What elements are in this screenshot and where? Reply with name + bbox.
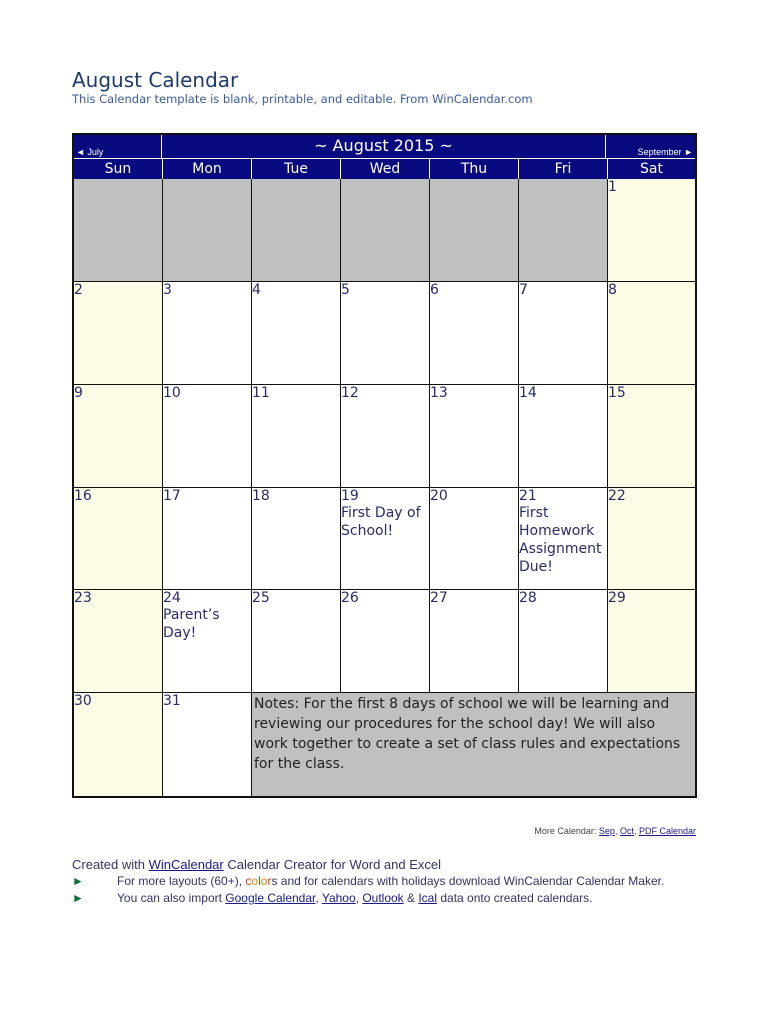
- day-cell[interactable]: [74, 282, 163, 385]
- day-number: 22: [608, 487, 626, 504]
- day-number: 7: [519, 281, 528, 298]
- day-cell[interactable]: [608, 282, 695, 385]
- ical-link[interactable]: Ical: [418, 891, 438, 905]
- link-sep[interactable]: Sep: [598, 826, 615, 836]
- empty-day-cell: [430, 179, 519, 282]
- day-cell[interactable]: [608, 179, 695, 282]
- day-number: 25: [252, 590, 270, 607]
- day-cell[interactable]: [608, 488, 695, 591]
- weekday-wed: Wed: [341, 159, 430, 179]
- day-number: 19: [341, 487, 359, 504]
- day-number: 23: [74, 590, 92, 607]
- day-cell[interactable]: [74, 693, 163, 796]
- day-cell[interactable]: [341, 488, 430, 591]
- day-number: 18: [252, 487, 270, 504]
- day-number: 29: [608, 590, 626, 607]
- day-number: 21: [519, 487, 537, 504]
- day-number: 26: [341, 590, 359, 607]
- day-cell[interactable]: [430, 590, 519, 693]
- day-cell[interactable]: [608, 590, 695, 693]
- day-cell[interactable]: [74, 488, 163, 591]
- day-cell[interactable]: [163, 590, 252, 693]
- more-calendar-label: More Calendar:: [534, 826, 599, 836]
- day-number: 20: [430, 487, 448, 504]
- bullet-2-suffix: data onto created calendars.: [437, 891, 593, 905]
- wincalendar-link[interactable]: WinCalendar: [148, 857, 224, 872]
- link-pdf-calendar[interactable]: PDF Calendar: [638, 826, 696, 836]
- calendar-header: [74, 135, 695, 179]
- day-number: 13: [430, 384, 448, 401]
- weekday-mon: Mon: [163, 159, 252, 179]
- day-cell[interactable]: [252, 282, 341, 385]
- bullet-2-prefix: You can also import: [117, 891, 226, 905]
- day-number: 14: [519, 384, 537, 401]
- day-cell[interactable]: [252, 590, 341, 693]
- more-calendar-links: More Calendar: Sep, Oct, PDF Calendar: [534, 826, 696, 836]
- notes-cell[interactable]: [252, 693, 695, 796]
- weekday-row: [74, 159, 695, 179]
- day-cell[interactable]: [163, 693, 252, 796]
- footer-bullet-2: ► You can also import Google Calendar, Yahoo, Outlook & Ical data onto created calendars.: [72, 891, 593, 905]
- bullet-1-text-b: and for calendars with holidays download WinCalendar Calendar Maker.: [277, 874, 665, 888]
- outlook-link[interactable]: Outlook: [362, 891, 404, 905]
- weekday-fri: Fri: [519, 159, 608, 179]
- day-number: 1: [608, 179, 617, 195]
- day-cell[interactable]: [430, 385, 519, 488]
- day-cell[interactable]: [74, 590, 163, 693]
- footer-bullet-1: [72, 873, 702, 890]
- day-cell[interactable]: [519, 488, 608, 591]
- colors-letter: l: [258, 874, 261, 888]
- day-cell[interactable]: [163, 282, 252, 385]
- day-number: 8: [608, 281, 617, 298]
- day-cell[interactable]: [519, 282, 608, 385]
- footer: [72, 856, 702, 907]
- empty-day-cell: [163, 179, 252, 282]
- empty-day-cell: [519, 179, 608, 282]
- triangle-right-icon: ►: [72, 874, 84, 888]
- calendar: [72, 133, 697, 798]
- day-number: 24: [163, 590, 181, 607]
- triangle-right-icon: ►: [72, 891, 84, 905]
- day-event: Parent’s Day!: [163, 607, 220, 642]
- day-number: 2: [74, 281, 83, 298]
- calendar-grid: [74, 179, 695, 796]
- day-cell[interactable]: [341, 282, 430, 385]
- empty-day-cell: [74, 179, 163, 282]
- created-prefix: Created with: [72, 857, 149, 872]
- day-event: First Homework Assignment Due!: [519, 504, 602, 575]
- day-cell[interactable]: [430, 282, 519, 385]
- weekday-sat: Sat: [640, 161, 663, 177]
- weekday-thu: Thu: [430, 159, 519, 179]
- day-number: 16: [74, 487, 92, 504]
- weekday-sun: Sun: [74, 159, 163, 179]
- day-cell[interactable]: [163, 385, 252, 488]
- colors-letter: o: [260, 874, 268, 888]
- day-cell[interactable]: [430, 488, 519, 591]
- day-number: 4: [252, 281, 261, 298]
- day-number: 31: [163, 693, 181, 710]
- colors-letter: r: [267, 874, 272, 888]
- day-number: 12: [341, 384, 359, 401]
- prev-month-link[interactable]: ◄ July: [74, 135, 162, 159]
- day-cell[interactable]: [341, 385, 430, 488]
- day-number: 30: [74, 693, 92, 710]
- day-number: 27: [430, 590, 448, 607]
- day-number: 5: [341, 281, 350, 298]
- day-cell[interactable]: [74, 385, 163, 488]
- notes-text: Notes: For the first 8 days of school we will be learning and reviewing our procedures for the school day! We will also work together to create a set of class rules and expectations for the class.: [254, 696, 681, 773]
- day-number: 3: [163, 281, 172, 298]
- colors-letter: o: [251, 874, 259, 888]
- day-cell[interactable]: [519, 590, 608, 693]
- month-title: ~ August 2015 ~: [162, 135, 605, 159]
- page-subtitle: This Calendar template is blank, printable, and editable. From WinCalendar.com: [72, 92, 533, 106]
- google-calendar-link[interactable]: Google Calendar: [225, 891, 316, 905]
- day-event: First Day of School!: [341, 504, 421, 539]
- day-number: 11: [252, 384, 270, 401]
- next-month-link[interactable]: September ►: [605, 135, 695, 159]
- page-title: August Calendar: [72, 68, 239, 92]
- colors-letter: c: [245, 874, 252, 888]
- day-cell[interactable]: [519, 385, 608, 488]
- day-cell[interactable]: [608, 385, 695, 488]
- yahoo-link[interactable]: Yahoo: [321, 891, 356, 905]
- bullet-1-text-a: For more layouts (60+),: [117, 874, 246, 888]
- colors-letter: s: [271, 874, 278, 888]
- day-cell[interactable]: [163, 488, 252, 591]
- day-cell[interactable]: [341, 590, 430, 693]
- day-cell[interactable]: [252, 385, 341, 488]
- day-number: 10: [163, 384, 181, 401]
- day-number: 28: [519, 590, 537, 607]
- link-oct[interactable]: Oct: [619, 826, 634, 836]
- day-number: 6: [430, 281, 439, 298]
- weekday-tue: Tue: [252, 159, 341, 179]
- footer-created-line: [72, 856, 702, 873]
- day-cell[interactable]: [252, 488, 341, 591]
- day-number: 15: [608, 384, 626, 401]
- day-number: 9: [74, 384, 83, 401]
- created-suffix: Calendar Creator for Word and Excel: [223, 857, 441, 872]
- empty-day-cell: [341, 179, 430, 282]
- day-number: 17: [163, 487, 181, 504]
- empty-day-cell: [252, 179, 341, 282]
